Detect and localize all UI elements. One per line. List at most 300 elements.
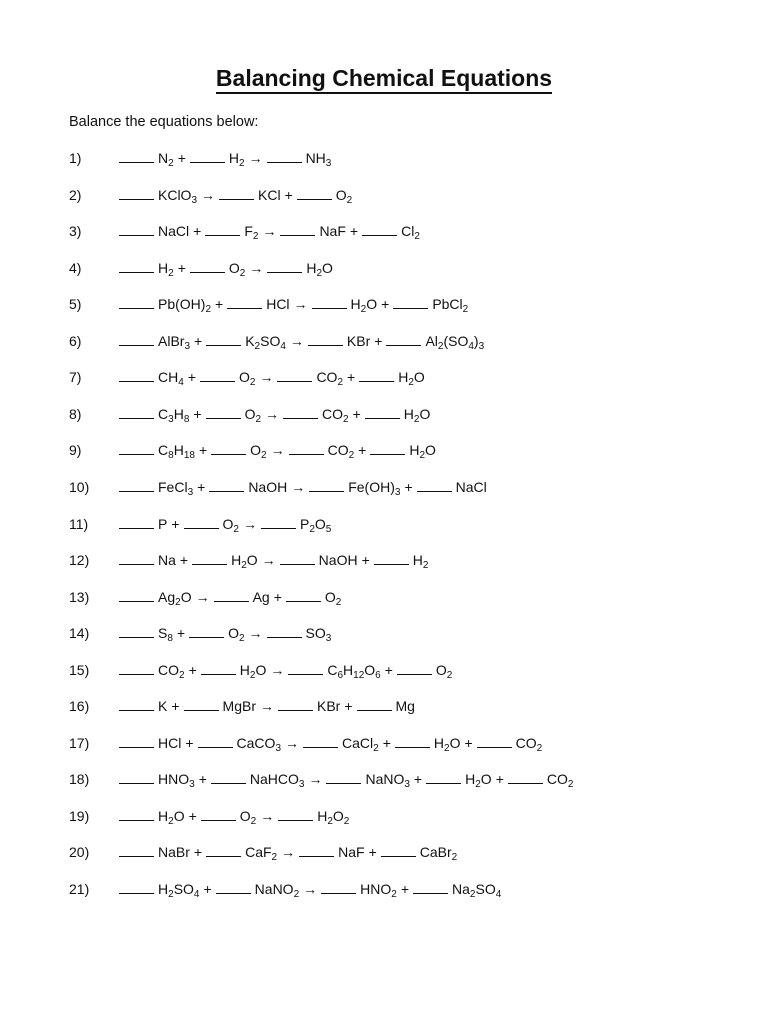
formula-subscript: 2 [250,815,257,827]
chemical-formula [456,479,487,495]
coefficient-blank[interactable] [397,661,432,675]
coefficient-blank[interactable] [278,807,313,821]
equation-body [119,732,542,754]
plus-sign: + [400,881,410,897]
formula-text: H [412,552,423,569]
formula-text: P [158,515,168,532]
equation-number: 1) [69,150,82,166]
chemical-formula [305,625,332,645]
chemical-formula [158,405,190,425]
coefficient-blank[interactable] [119,332,154,346]
chemical-formula [306,259,333,279]
chemical-formula [248,479,287,495]
formula-text: O [335,186,347,203]
coefficient-blank[interactable] [201,661,236,675]
formula-text: H [158,259,169,276]
equation-body [119,659,452,681]
formula-text: Al [425,332,438,349]
coefficient-blank[interactable] [190,259,225,273]
formula-text: O [419,405,431,422]
formula-text: O [222,515,234,532]
coefficient-blank[interactable] [426,770,461,784]
plus-sign: + [193,844,203,861]
formula-text: Fe(OH) [348,478,395,495]
equation-body [119,878,501,900]
coefficient-blank[interactable] [219,186,254,200]
coefficient-blank[interactable] [209,478,244,492]
equation-number: 21) [69,881,90,897]
chemical-formula [360,881,397,900]
coefficient-blank[interactable] [119,441,154,455]
plus-sign: + [215,296,224,313]
chemical-formula [319,223,345,239]
formula-text: NaOH [318,552,358,569]
coefficient-blank[interactable] [359,368,394,382]
formula-subscript: 2 [239,267,246,279]
reaction-arrow: → [293,296,308,313]
coefficient-blank[interactable] [267,624,302,638]
equation-number: 13) [69,588,90,605]
formula-text: CO [158,661,179,678]
chemical-formula [348,478,401,498]
coefficient-blank[interactable] [119,588,154,602]
formula-text: O [366,296,378,313]
coefficient-blank[interactable] [200,368,235,382]
coefficient-blank[interactable] [413,880,448,894]
chemical-formula [254,881,300,900]
chemical-formula [425,332,485,352]
coefficient-blank[interactable] [309,478,344,492]
coefficient-blank[interactable] [365,405,400,419]
plus-sign: + [361,552,370,569]
equation-number: 7) [69,369,82,386]
equation-body [119,622,331,644]
coefficient-blank[interactable] [393,295,428,309]
coefficient-blank[interactable] [119,661,154,675]
chemical-formula [158,259,174,279]
chemical-formula [347,333,370,349]
chemical-formula [228,259,246,279]
coefficient-blank[interactable] [508,770,543,784]
coefficient-blank[interactable] [214,588,249,602]
equation-body [119,293,468,315]
coefficient-blank[interactable] [119,405,154,419]
plus-sign: + [193,405,202,422]
reaction-arrow: → [201,186,216,203]
formula-subscript: 2 [536,742,543,754]
coefficient-blank[interactable] [289,441,324,455]
formula-text: SO [475,881,496,897]
formula-subscript: 2 [233,523,239,535]
formula-subscript: 3 [189,779,195,791]
formula-subscript: 3 [404,779,410,791]
coefficient-blank[interactable] [119,259,154,273]
formula-text: NaNO [365,771,405,788]
chemical-formula [350,296,378,316]
coefficient-blank[interactable] [119,697,154,711]
formula-text: O [255,661,267,678]
coefficient-blank[interactable] [198,734,233,748]
chemical-formula [403,405,431,425]
equation-body [119,695,415,717]
coefficient-blank[interactable] [381,843,416,857]
equation-number: 10) [69,478,90,495]
coefficient-blank[interactable] [184,697,219,711]
coefficient-blank[interactable] [119,880,154,894]
coefficient-blank[interactable] [119,222,154,236]
formula-subscript: 3 [168,413,174,425]
coefficient-blank[interactable] [206,332,241,346]
formula-text: KBr [346,332,371,349]
coefficient-blank[interactable] [119,624,154,638]
formula-subscript: 4 [193,889,200,900]
formula-text: K [245,332,255,349]
formula-subscript: 2 [252,231,259,243]
plus-sign: + [352,405,361,422]
formula-text: PbCl [432,296,463,313]
formula-subscript: 2 [444,742,450,754]
formula-text: NaCl [158,223,190,240]
formula-subscript: 2 [168,158,174,169]
chemical-formula [239,807,257,827]
plus-sign: + [171,698,180,715]
plus-sign: + [284,186,293,203]
reaction-arrow: → [308,771,323,788]
chemical-formula [158,881,200,900]
formula-text: H [173,442,184,459]
formula-text: O [246,552,258,569]
coefficient-blank[interactable] [119,478,154,492]
coefficient-blank[interactable] [386,332,421,346]
chemical-formula [316,369,343,389]
formula-subscript: 2 [249,377,256,389]
formula-subscript: 2 [337,377,343,389]
formula-text: ) [473,332,479,349]
formula-text: CO [327,442,349,459]
formula-subscript: 2 [413,413,420,425]
coefficient-blank[interactable] [299,843,334,857]
reaction-arrow: → [303,881,318,897]
equation-number: 9) [69,442,82,459]
coefficient-blank[interactable] [206,405,241,419]
equation-number: 3) [69,223,82,240]
chemical-formula [223,698,256,714]
chemical-formula [158,735,181,751]
coefficient-blank[interactable] [370,441,405,455]
chemical-formula [546,771,574,791]
formula-subscript: 3 [275,742,281,754]
formula-text: CO [322,405,344,422]
formula-subscript: 2 [335,596,342,608]
coefficient-blank[interactable] [297,186,332,200]
reaction-arrow: → [281,844,296,861]
formula-text: H [350,296,361,313]
chemical-formula [158,296,212,316]
formula-text: O [324,588,336,605]
plus-sign: + [382,734,391,751]
chemical-formula [365,771,410,791]
coefficient-blank[interactable] [286,588,321,602]
coefficient-blank[interactable] [395,734,430,748]
coefficient-blank[interactable] [119,515,154,529]
formula-text: O [228,259,240,276]
plus-sign: + [198,442,208,459]
formula-subscript: 2 [249,669,256,681]
formula-text: O [322,259,333,276]
formula-subscript: 2 [422,560,429,572]
chemical-formula [239,661,267,681]
formula-subscript: 2 [419,450,426,462]
formula-text: H [228,150,239,166]
coefficient-blank[interactable] [308,332,343,346]
formula-text: P [299,515,310,532]
coefficient-blank[interactable] [280,551,315,565]
equation-number: 15) [69,661,90,678]
chemical-formula [158,625,173,645]
formula-text: O [244,405,256,422]
equation-number: 8) [69,405,82,422]
formula-text: H [465,771,476,788]
chemical-formula [158,844,190,860]
coefficient-blank[interactable] [278,697,313,711]
chemical-formula [465,771,492,791]
coefficient-blank[interactable] [417,478,452,492]
formula-text: KBr [316,698,341,715]
plus-sign: + [413,771,423,788]
chemical-formula [412,552,429,572]
coefficient-blank[interactable] [119,186,154,200]
coefficient-blank[interactable] [119,149,154,163]
reaction-arrow: → [261,552,276,569]
chemical-formula [398,369,425,389]
formula-subscript: 2 [168,889,174,900]
coefficient-blank[interactable] [277,368,312,382]
coefficient-blank[interactable] [288,661,323,675]
formula-text: O [480,771,492,788]
formula-text: H [231,552,242,569]
formula-subscript: 2 [205,304,212,316]
equation-number: 6) [69,332,82,349]
coefficient-blank[interactable] [357,697,392,711]
coefficient-blank[interactable] [190,149,225,163]
formula-text: H [398,369,409,386]
coefficient-blank[interactable] [227,295,262,309]
formula-text: S [158,625,168,642]
chemical-formula [158,186,198,206]
coefficient-blank[interactable] [119,807,154,821]
plus-sign: + [404,478,413,495]
formula-text: NaNO [254,881,294,897]
formula-text: H [317,807,328,824]
coefficient-blank[interactable] [206,843,241,857]
coefficient-blank[interactable] [283,405,318,419]
coefficient-blank[interactable] [119,551,154,565]
coefficient-blank[interactable] [211,441,246,455]
formula-subscript: 2 [261,450,267,462]
coefficient-blank[interactable] [211,770,246,784]
reaction-arrow: → [248,625,263,642]
formula-text: Na [452,881,470,897]
plus-sign: + [203,881,212,897]
formula-subscript: 2 [408,377,414,389]
formula-subscript: 2 [360,304,367,316]
formula-text: NaCl [455,478,487,495]
formula-subscript: 2 [175,596,181,608]
coefficient-blank[interactable] [119,295,154,309]
plus-sign: + [185,734,194,751]
formula-subscript: 2 [343,815,350,827]
formula-text: NaF [338,844,365,861]
formula-text: Mg [395,698,415,715]
formula-text: SO [305,625,326,642]
formula-text: AlBr [158,332,185,349]
chemical-formula [236,734,281,754]
formula-subscript: 2 [238,633,245,645]
chemical-formula [250,442,267,462]
equation-body [119,330,484,352]
chemical-formula [245,844,278,864]
coefficient-blank[interactable] [119,368,154,382]
chemical-formula [322,405,349,425]
equation-body [119,805,349,827]
chemical-formula [222,515,239,535]
coefficient-blank[interactable] [312,295,347,309]
coefficient-blank[interactable] [119,843,154,857]
equation-body [119,768,573,790]
equation-body [119,366,425,388]
coefficient-blank[interactable] [267,149,302,163]
plus-sign: + [176,625,186,642]
formula-subscript: 2 [451,852,458,864]
formula-subscript: 2 [293,889,300,900]
formula-text: O [449,734,461,751]
formula-text: NaHCO [249,771,299,788]
coefficient-blank[interactable] [184,515,219,529]
formula-text: H [433,734,444,751]
formula-subscript: 2 [414,231,420,243]
coefficient-blank[interactable] [216,880,251,894]
chemical-formula [228,625,245,645]
coefficient-blank[interactable] [303,734,338,748]
equation-number: 4) [69,259,82,276]
equation-number: 12) [69,552,90,569]
coefficient-blank[interactable] [477,734,512,748]
chemical-formula [158,223,189,239]
plus-sign: + [349,223,359,240]
plus-sign: + [368,844,377,861]
formula-subscript: 2 [475,779,481,791]
coefficient-blank[interactable] [321,880,356,894]
formula-subscript: 3 [184,340,191,352]
formula-text: FeCl [158,478,188,495]
coefficient-blank[interactable] [201,807,236,821]
chemical-formula [324,588,342,608]
coefficient-blank[interactable] [189,624,224,638]
coefficient-blank[interactable] [374,551,409,565]
equation-number: 16) [69,698,90,715]
chemical-formula [266,296,289,312]
formula-subscript: 2 [239,158,245,169]
formula-text: KClO [158,186,192,203]
formula-text: O [238,369,250,386]
formula-text: H [173,405,184,422]
formula-text: Na [158,552,176,569]
formula-text: O [250,442,262,459]
formula-text: CO [546,771,568,788]
chemical-formula [228,150,245,169]
reaction-arrow: → [285,734,299,751]
coefficient-blank[interactable] [192,551,227,565]
reaction-arrow: → [248,150,263,166]
plus-sign: + [193,223,202,240]
coefficient-blank[interactable] [261,515,296,529]
chemical-formula [158,771,195,791]
formula-text: H [343,661,354,678]
formula-subscript: 2 [373,742,379,754]
coefficient-blank[interactable] [119,734,154,748]
formula-text: HNO [360,881,392,897]
equation-body [119,147,331,169]
formula-text: NaBr [158,844,190,861]
formula-text: O [435,661,447,678]
chemical-formula [249,771,305,791]
chemical-formula [317,807,350,827]
reaction-arrow: → [270,442,285,459]
coefficient-blank[interactable] [267,259,302,273]
equation-body [119,439,436,461]
chemical-formula [433,734,461,754]
chemical-formula [409,442,436,462]
formula-text: O [425,442,436,459]
chemical-formula [258,187,281,203]
formula-subscript: 6 [375,669,381,681]
plus-sign: + [197,478,206,495]
chemical-formula [317,698,340,714]
equation-number: 2) [69,186,82,203]
coefficient-blank[interactable] [205,222,240,236]
plus-sign: + [194,332,203,349]
equation-number: 5) [69,296,82,313]
formula-text: O [314,515,326,532]
formula-text: H [306,259,317,276]
chemical-formula [158,150,174,169]
coefficient-blank[interactable] [280,222,315,236]
chemical-formula [158,332,191,352]
coefficient-blank[interactable] [326,770,361,784]
chemical-formula [435,661,453,681]
formula-text: Pb(OH) [158,296,206,313]
chemical-formula [396,698,415,714]
formula-subscript: 3 [394,486,401,498]
chemical-formula [342,734,379,754]
formula-subscript: 2 [437,340,444,352]
chemical-formula [158,478,194,498]
formula-text: CaBr [419,844,452,861]
formula-subscript: 2 [469,889,476,900]
coefficient-blank[interactable] [362,222,397,236]
formula-text: CO [515,734,537,751]
formula-subscript: 4 [280,340,286,352]
chemical-formula [158,807,185,827]
formula-subscript: 8 [168,450,174,462]
plus-sign: + [384,661,393,678]
formula-subscript: 8 [167,633,173,645]
formula-text: N [158,150,169,166]
equation-number: 18) [69,771,90,788]
reaction-arrow: → [289,332,304,349]
coefficient-blank[interactable] [119,770,154,784]
chemical-formula [419,844,458,864]
